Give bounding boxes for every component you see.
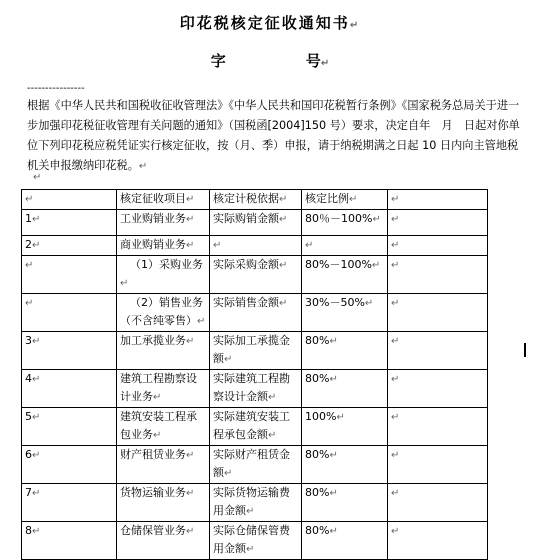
table-cell[interactable] <box>388 370 488 408</box>
table-cell[interactable] <box>302 294 388 332</box>
table-cell[interactable] <box>388 446 488 484</box>
cell-text: （1）采购业务 <box>130 258 203 271</box>
table-row <box>22 446 488 484</box>
table-cell[interactable] <box>22 446 117 484</box>
table-cell[interactable] <box>388 210 488 236</box>
cell-text: 实际建筑工程勘察设计金额 <box>213 372 290 403</box>
cell-end-mark: ↵ <box>186 526 195 537</box>
paragraph-mark: ↵ <box>320 58 330 69</box>
table-header-cell[interactable] <box>302 190 388 210</box>
cell-end-mark: ↵ <box>329 450 338 461</box>
cell-text: 工业购销业务 <box>120 212 186 225</box>
table-cell[interactable] <box>22 408 117 446</box>
cell-end-mark: ↵ <box>372 214 381 225</box>
table-cell[interactable] <box>210 332 302 370</box>
cell-text: 100% <box>305 410 337 423</box>
cell-end-mark: ↵ <box>32 488 41 499</box>
table-cell[interactable] <box>117 294 210 332</box>
table-cell[interactable] <box>302 256 388 294</box>
table-cell[interactable] <box>388 332 488 370</box>
table-cell[interactable] <box>22 256 117 294</box>
cell-end-mark: ↵ <box>305 240 314 251</box>
cell-end-mark: ↵ <box>32 450 41 461</box>
table-cell[interactable] <box>22 484 117 522</box>
cell-end-mark: ↵ <box>25 194 34 205</box>
empty-paragraph-mark: ↵ <box>33 172 42 183</box>
cell-end-mark: ↵ <box>32 214 41 225</box>
cell-end-mark: ↵ <box>391 194 400 205</box>
table-cell[interactable] <box>210 236 302 256</box>
table-cell[interactable] <box>302 522 388 560</box>
notice-paragraph <box>27 96 523 177</box>
cell-end-mark: ↵ <box>329 374 338 385</box>
cell-end-mark: ↵ <box>153 392 162 403</box>
cell-text: 80% <box>305 372 330 385</box>
table-row <box>22 522 488 560</box>
table-cell[interactable] <box>117 370 210 408</box>
cell-end-mark: ↵ <box>336 412 345 423</box>
cell-text: 2 <box>25 238 32 251</box>
table-header-row <box>22 190 488 210</box>
table-cell[interactable] <box>210 522 302 560</box>
cell-end-mark: ↵ <box>391 412 400 423</box>
table-cell[interactable] <box>117 484 210 522</box>
paragraph-mark: ↵ <box>138 161 148 172</box>
cell-text: 80%－100% <box>305 258 372 271</box>
cell-end-mark: ↵ <box>391 488 400 499</box>
cell-text: 建筑工程勘察设计业务 <box>120 372 197 403</box>
table-header-cell[interactable] <box>22 190 117 210</box>
document-number-prefix: 字 <box>210 52 226 70</box>
cell-end-mark: ↵ <box>246 506 255 517</box>
cell-text: 核定比例 <box>305 192 349 205</box>
table-cell[interactable] <box>117 210 210 236</box>
cell-text: （2）销售业务（不含纯零售） <box>120 296 203 327</box>
table-cell[interactable] <box>302 484 388 522</box>
cell-end-mark: ↵ <box>32 336 41 347</box>
cell-end-mark: ↵ <box>279 194 288 205</box>
cell-text: 7 <box>25 486 32 499</box>
title-text: 印花税核定征收通知书 <box>179 14 350 32</box>
table-cell[interactable] <box>22 370 117 408</box>
cell-end-mark: ↵ <box>391 374 400 385</box>
table-cell[interactable] <box>22 210 117 236</box>
cell-end-mark: ↵ <box>268 392 277 403</box>
cell-end-mark: ↵ <box>279 260 288 271</box>
cell-end-mark: ↵ <box>25 260 34 271</box>
table-cell[interactable] <box>22 236 117 256</box>
cell-end-mark: ↵ <box>186 450 195 461</box>
cell-text: 80% <box>305 448 330 461</box>
table-cell[interactable] <box>388 522 488 560</box>
table-cell[interactable] <box>210 446 302 484</box>
table-cell[interactable] <box>302 408 388 446</box>
cell-end-mark: ↵ <box>349 194 358 205</box>
table-row <box>22 236 488 256</box>
cell-text: 5 <box>25 410 32 423</box>
table-row <box>22 484 488 522</box>
table-cell[interactable] <box>302 210 388 236</box>
table-row <box>22 294 488 332</box>
table-row <box>22 210 488 236</box>
cell-text: 1 <box>25 212 32 225</box>
cell-end-mark: ↵ <box>197 316 206 327</box>
table-row <box>22 408 488 446</box>
document-number-suffix: 号 <box>305 52 321 70</box>
table-cell[interactable] <box>117 236 210 256</box>
cell-end-mark: ↵ <box>32 374 41 385</box>
cell-end-mark: ↵ <box>186 194 195 205</box>
cell-end-mark: ↵ <box>364 298 374 309</box>
cell-text: 3 <box>25 334 32 347</box>
cell-end-mark: ↵ <box>391 240 400 251</box>
cell-end-mark: ↵ <box>391 298 400 309</box>
document-title <box>0 12 540 33</box>
paragraph-mark: ↵ <box>349 20 361 31</box>
table-row <box>22 332 488 370</box>
cell-end-mark: ↵ <box>329 526 338 537</box>
cell-end-mark: ↵ <box>391 260 400 271</box>
cell-text: 8 <box>25 524 32 537</box>
cell-text: 实际购销金额 <box>213 212 279 225</box>
cell-end-mark: ↵ <box>186 240 195 251</box>
table-cell[interactable] <box>117 332 210 370</box>
table-cell[interactable] <box>210 294 302 332</box>
notice-text: 根据《中华人民共和国税收征收管理法》《中华人民共和国印花税暂行条例》《国家税务总局关于进一步加强印花税征收管理有关问题的通知》（国税函[2004]150 号）要求，决定自年 月 日起对你单位下列印花税应税凭证实行核定征收，按（月、季）申报，请于纳税期满之日起 10 日内向主管地税机关申报缴纳印花税。 <box>27 99 520 172</box>
text-cursor <box>524 343 526 357</box>
table-cell[interactable] <box>302 332 388 370</box>
cell-text: 商业购销业务 <box>120 238 186 251</box>
cell-end-mark: ↵ <box>268 430 277 441</box>
cell-text: 实际采购金额 <box>213 258 279 271</box>
cell-end-mark: ↵ <box>186 336 195 347</box>
table-cell[interactable] <box>302 446 388 484</box>
cell-end-mark: ↵ <box>371 260 381 271</box>
cell-end-mark: ↵ <box>391 336 400 347</box>
table-cell[interactable] <box>302 236 388 256</box>
table-cell[interactable] <box>117 408 210 446</box>
table-cell[interactable] <box>388 256 488 294</box>
table-cell[interactable] <box>210 408 302 446</box>
cell-end-mark: ↵ <box>213 240 222 251</box>
cell-text: 仓储保管业务 <box>120 524 186 537</box>
table-cell[interactable] <box>22 522 117 560</box>
table-cell[interactable] <box>22 294 117 332</box>
table-header-cell[interactable] <box>210 190 302 210</box>
cell-text: 建筑安装工程承包业务 <box>120 410 197 441</box>
cell-text: 80％－100% <box>305 212 373 225</box>
cell-end-mark: ↵ <box>391 450 400 461</box>
cell-end-mark: ↵ <box>329 336 338 347</box>
cell-text: 实际仓储保管费用金额 <box>213 524 290 555</box>
table-cell[interactable] <box>22 332 117 370</box>
cell-end-mark: ↵ <box>391 214 400 225</box>
cell-text: 财产租赁业务 <box>120 448 186 461</box>
table-header-cell[interactable] <box>388 190 488 210</box>
table-cell[interactable] <box>210 370 302 408</box>
cell-end-mark: ↵ <box>32 240 41 251</box>
table-cell[interactable] <box>117 522 210 560</box>
table-cell[interactable] <box>302 370 388 408</box>
cell-end-mark: ↵ <box>279 298 288 309</box>
cell-text: 30%－50% <box>305 296 365 309</box>
cell-end-mark: ↵ <box>25 298 34 309</box>
cell-text: 实际销售金额 <box>213 296 279 309</box>
cell-text: 80% <box>305 524 330 537</box>
table-cell[interactable] <box>388 484 488 522</box>
cell-text: 实际财产租赁金额 <box>213 448 290 479</box>
table-cell[interactable] <box>210 484 302 522</box>
table-row <box>22 256 488 294</box>
cell-end-mark: ↵ <box>279 214 288 225</box>
cell-end-mark: ↵ <box>32 526 41 537</box>
cell-end-mark: ↵ <box>186 488 195 499</box>
rate-table <box>21 189 488 560</box>
cell-end-mark: ↵ <box>391 526 400 537</box>
table-cell[interactable] <box>210 210 302 236</box>
cell-end-mark: ↵ <box>32 412 41 423</box>
cell-text: 实际建筑安装工程承包金额 <box>213 410 290 441</box>
cell-end-mark: ↵ <box>246 544 255 555</box>
cell-text: 4 <box>25 372 32 385</box>
table-cell[interactable] <box>388 294 488 332</box>
table-cell[interactable] <box>117 446 210 484</box>
cell-text: 实际加工承揽金额 <box>213 334 290 365</box>
cell-text: 80% <box>305 334 330 347</box>
table-cell[interactable] <box>388 236 488 256</box>
table-cell[interactable] <box>388 408 488 446</box>
table-row <box>22 370 488 408</box>
cell-text: 6 <box>25 448 32 461</box>
table-header-cell[interactable] <box>117 190 210 210</box>
cell-end-mark: ↵ <box>120 278 129 289</box>
document-number-line <box>0 50 540 71</box>
cell-text: 核定计税依据 <box>213 192 279 205</box>
cell-end-mark: ↵ <box>224 468 233 479</box>
cell-end-mark: ↵ <box>329 488 338 499</box>
cell-text: 加工承揽业务 <box>120 334 186 347</box>
blank-line: ---------------- <box>27 83 85 94</box>
cell-end-mark: ↵ <box>224 354 233 365</box>
table-cell[interactable] <box>117 256 210 294</box>
cell-text: 货物运输业务 <box>120 486 186 499</box>
cell-text: 核定征收项目 <box>120 192 186 205</box>
table-cell[interactable] <box>210 256 302 294</box>
cell-text: 实际货物运输费用金额 <box>213 486 290 517</box>
cell-text: 80% <box>305 486 330 499</box>
cell-end-mark: ↵ <box>153 430 162 441</box>
cell-end-mark: ↵ <box>186 214 195 225</box>
